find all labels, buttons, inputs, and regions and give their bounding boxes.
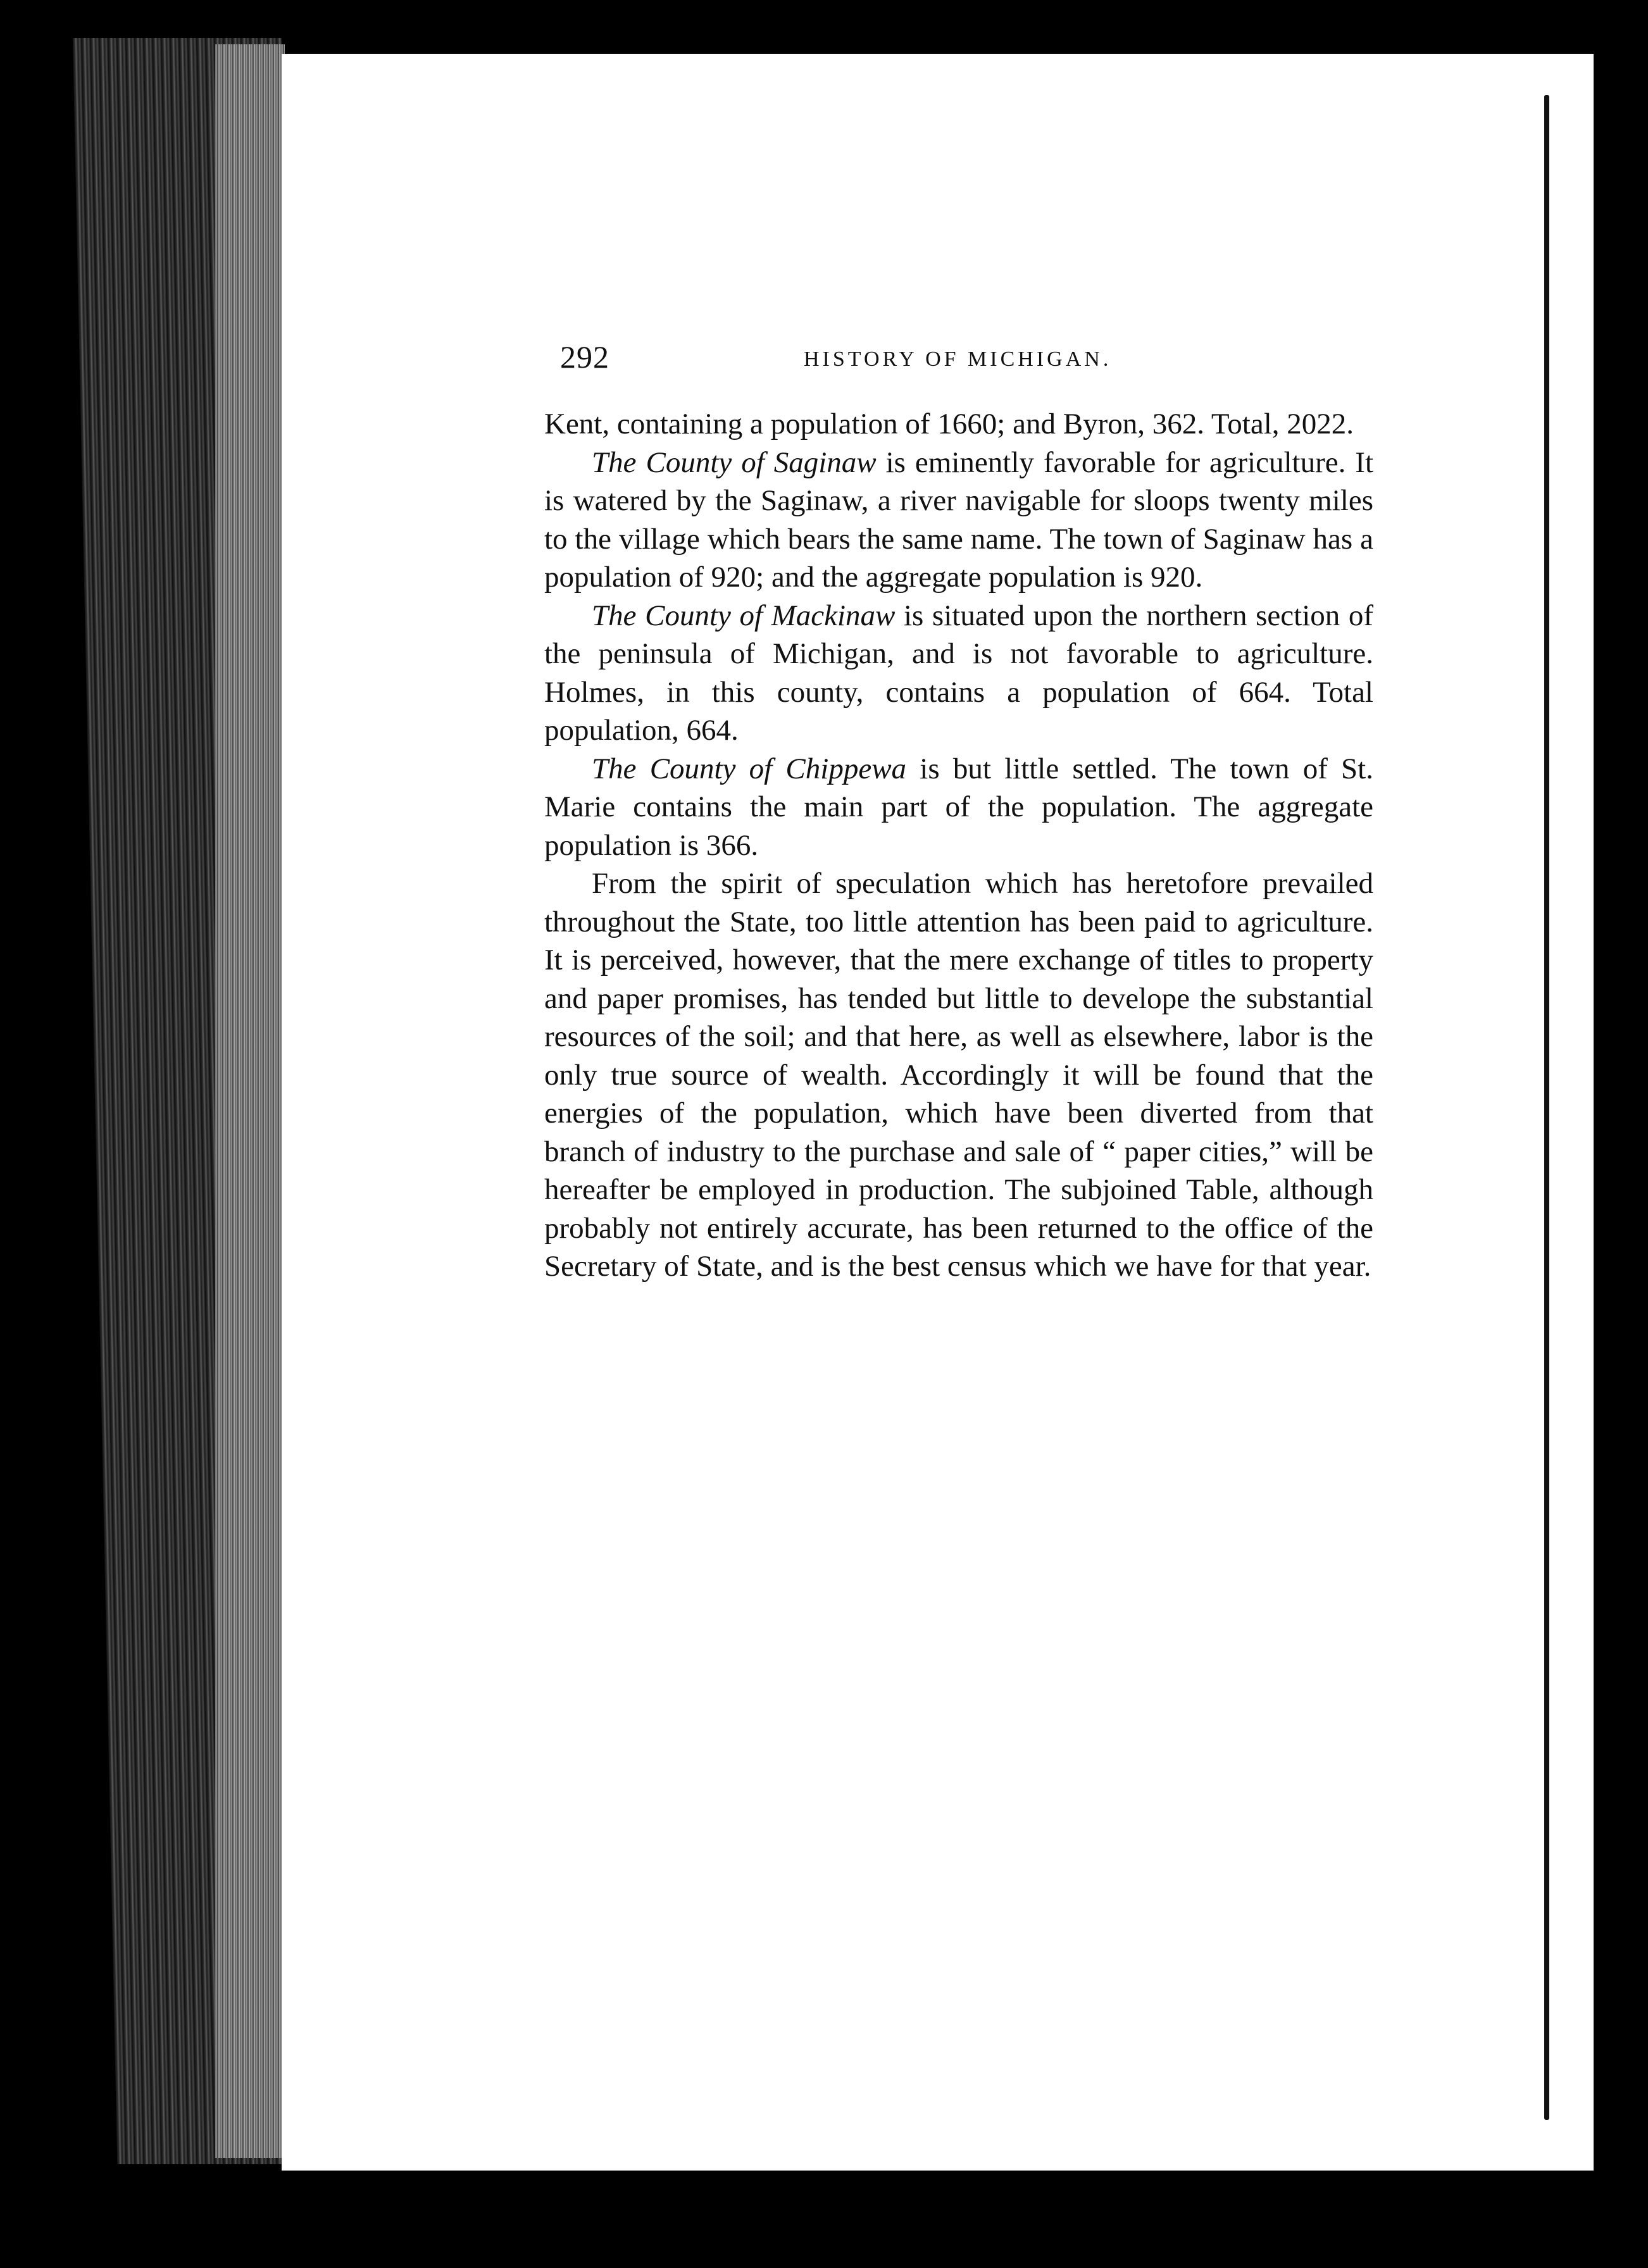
county-heading: The County of Mackinaw [592, 599, 896, 632]
paragraph-chippewa [544, 750, 1373, 865]
facing-page-gutter [1549, 54, 1594, 2171]
paragraph-speculation [544, 864, 1373, 1286]
paragraph-text: Kent, containing a population of 1660; and Byron, 362. Total, 2022. [544, 408, 1354, 440]
paragraph-kent [544, 405, 1373, 444]
running-title: HISTORY OF MICHIGAN. [804, 347, 1112, 371]
county-heading: The County of Chippewa [592, 752, 907, 785]
paragraph-text: From the spirit of speculation which has heretofore prevailed throughout the State, too little attention has been paid to agriculture. It is perceived, however, that the mere exchange of titles to property and paper promises, has tended but little to develope the substantial resources of the soil; and that here, as well as elsewhere, labor is the only true source of wealth. Accordingly it will be found that the energies of the population, which have been diverted from that branch of industry to the purchase and sale of “ paper cities,” will be hereafter be employed in production. The subjoined Table, although probably not entirely accurate, has been returned to the office of the Secretary of State, and is the best census which we have for that year. [544, 867, 1373, 1283]
book-page-edges-inner [215, 44, 285, 2158]
paragraph-saginaw [544, 444, 1373, 597]
body-text [544, 405, 1373, 1286]
paragraph-mackinaw [544, 597, 1373, 750]
page-number: 292 [560, 339, 609, 375]
running-head [560, 339, 1376, 383]
scan-background-right [1594, 0, 1648, 2268]
paragraph-text: is situated upon the northern section of the peninsula of Michigan, and is not favorable to agriculture. Holmes, in this county, contains a population of 664. Total population, 664. [544, 599, 1373, 747]
paragraph-text: is eminently favorable for agriculture. It is watered by the Saginaw, a river navigable for sloops twenty miles to the village which bears the same name. The town of Saginaw has a population of 920; and the aggregate population is 920. [544, 446, 1374, 594]
county-heading: The County of Saginaw [592, 446, 877, 479]
paragraph-text: is but little settled. The town of St. Marie contains the main part of the population. The aggregate population is 366. [544, 752, 1373, 862]
facing-page-edge [1544, 95, 1549, 2120]
